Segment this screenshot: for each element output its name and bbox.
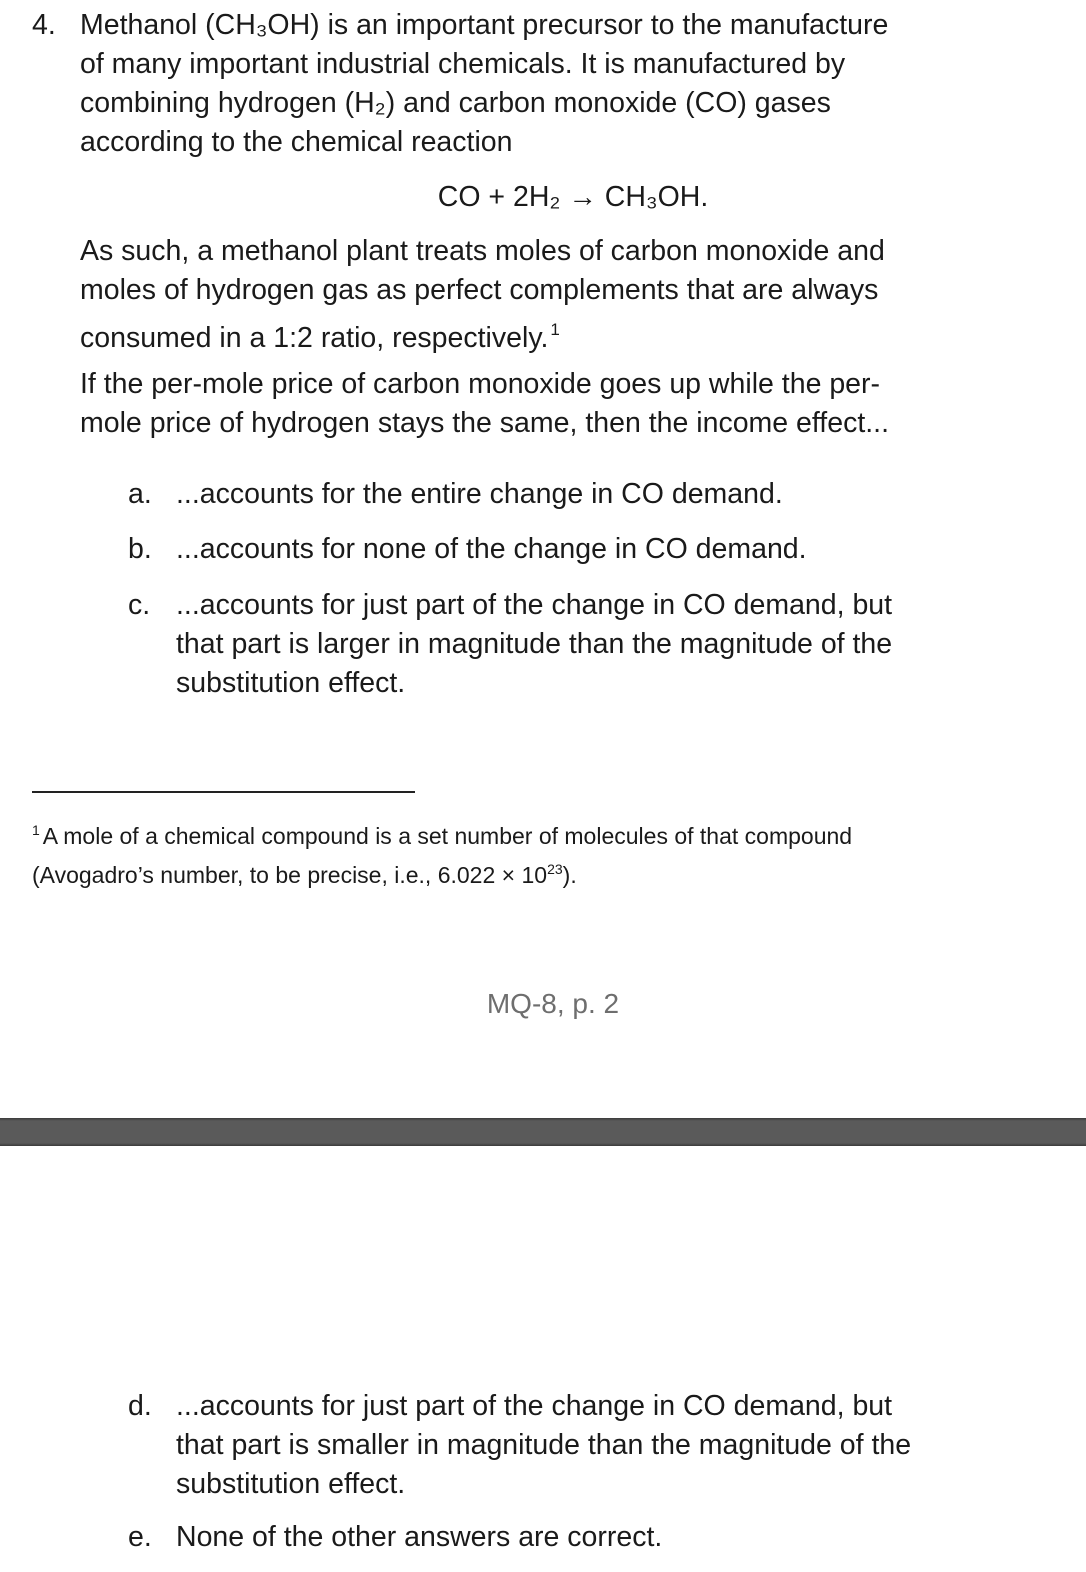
page-number-label: MQ-8, p. 2 (486, 988, 620, 1019)
context-line (80, 310, 1070, 358)
prompt-line: If the per-mole price of carbon monoxide goes up while the per- (80, 368, 881, 400)
choice-line: substitution effect. (176, 1468, 406, 1500)
choice-line: ...accounts for none of the change in CO demand. (176, 533, 807, 565)
footnote-marker: 1 (32, 822, 40, 838)
chemical-equation: CO + 2H₂ → CH₃OH. (437, 181, 709, 213)
context-line: moles of hydrogen gas as perfect complements that are always (80, 274, 879, 306)
question-intro (80, 6, 1070, 162)
choice-text (176, 1387, 1076, 1504)
page-break-divider (0, 1118, 1086, 1146)
choice-line: ...accounts for just part of the change in CO demand, but (176, 589, 893, 621)
question-context (80, 232, 1070, 358)
choice-line: that part is smaller in magnitude than the magnitude of the (176, 1429, 912, 1461)
context-line-text: consumed in a 1:2 ratio, respectively. (80, 322, 549, 354)
choice-line: that part is larger in magnitude than the magnitude of the (176, 628, 893, 660)
intro-line: Methanol (CH₃OH) is an important precursor to the manufacture (80, 9, 889, 41)
choice-letter: d. (128, 1390, 152, 1422)
choice-text (176, 1518, 1076, 1557)
footnote-reference[interactable]: 1 (550, 320, 560, 339)
context-line: As such, a methanol plant treats moles of carbon monoxide and (80, 235, 885, 267)
footnote-text: (Avogadro’s number, to be precise, i.e., 6.022 × 10 (32, 862, 548, 888)
footnote-separator (32, 791, 415, 793)
footnote-line (32, 853, 1062, 892)
intro-line: combining hydrogen (H₂) and carbon monoxide (CO) gases (80, 87, 831, 119)
choice-line: ...accounts for the entire change in CO demand. (176, 478, 783, 510)
choice-letter: b. (128, 533, 152, 565)
footnote-exponent: 23 (547, 861, 563, 877)
choice-text (176, 475, 1076, 514)
choice-line: substitution effect. (176, 667, 406, 699)
choice-text (176, 586, 1076, 703)
choice-letter: e. (128, 1521, 152, 1553)
choice-line: ...accounts for just part of the change in CO demand, but (176, 1390, 893, 1422)
footnote-text: ). (562, 862, 577, 888)
footnote-line (32, 814, 1062, 853)
choice-line: None of the other answers are correct. (176, 1521, 663, 1553)
choice-text (176, 530, 1076, 569)
intro-line: of many important industrial chemicals. It is manufactured by (80, 48, 846, 80)
choice-letter: c. (128, 589, 151, 621)
choice-letter: a. (128, 478, 152, 510)
prompt-line: mole price of hydrogen stays the same, then the income effect... (80, 407, 889, 439)
intro-line: according to the chemical reaction (80, 126, 513, 158)
page-bottom (0, 1146, 1086, 1572)
footnote-text: A mole of a chemical compound is a set number of molecules of that compound (42, 823, 853, 849)
footnote (32, 814, 1062, 892)
question-number: 4. (32, 9, 56, 41)
question-prompt (80, 365, 1070, 443)
